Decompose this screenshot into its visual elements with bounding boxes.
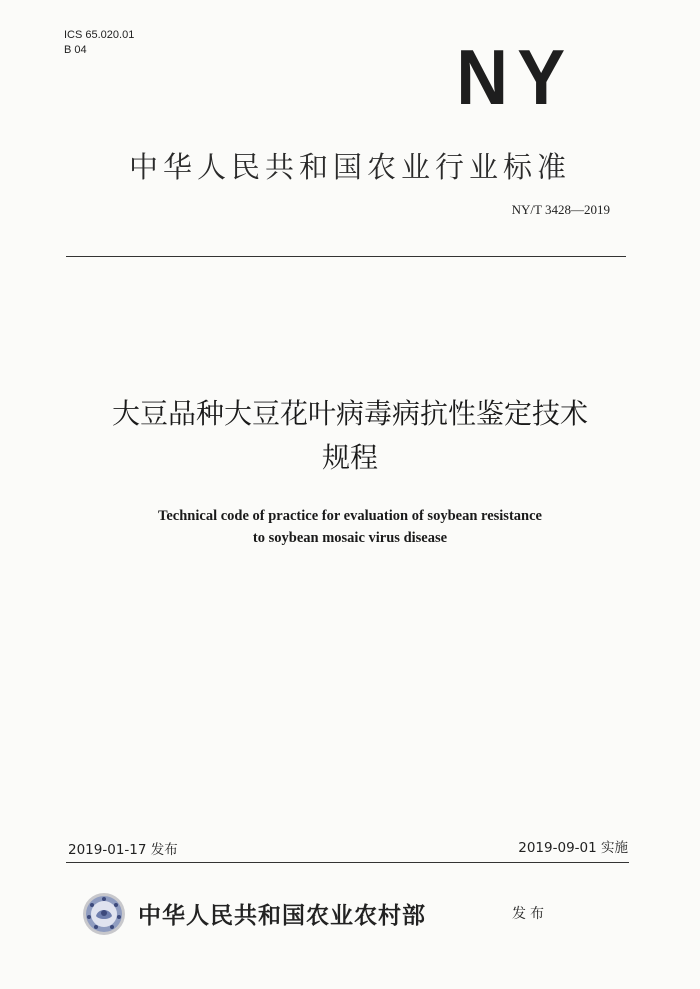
standard-type: 中华人民共和国农业行业标准 bbox=[128, 150, 571, 184]
title-chinese bbox=[0, 392, 700, 480]
title-cn-line2: 规程 bbox=[321, 441, 378, 474]
implementation-date: 2019-09-01 实施 bbox=[518, 840, 628, 856]
ics-block bbox=[64, 28, 134, 58]
standard-number: NY/T 3428—2019 bbox=[511, 202, 610, 217]
class-code: B 04 bbox=[64, 44, 87, 56]
publish-label: 发布 bbox=[512, 906, 548, 922]
footer-divider bbox=[66, 862, 629, 863]
publisher-name: 中华人民共和国农业农村部 bbox=[138, 902, 426, 929]
header-divider bbox=[66, 256, 626, 257]
title-en-line1: Technical code of practice for evaluation of soybean resistance bbox=[158, 508, 542, 524]
national-emblem-icon bbox=[82, 892, 126, 936]
title-cn-line1: 大豆品种大豆花叶病毒病抗性鉴定技术 bbox=[111, 397, 588, 430]
ics-code: ICS 65.020.01 bbox=[64, 29, 135, 41]
title-en-line2: to soybean mosaic virus disease bbox=[252, 530, 448, 546]
issue-date: 2019-01-17 发布 bbox=[68, 842, 178, 858]
title-english bbox=[0, 505, 700, 549]
ny-logo: NY bbox=[455, 33, 574, 121]
